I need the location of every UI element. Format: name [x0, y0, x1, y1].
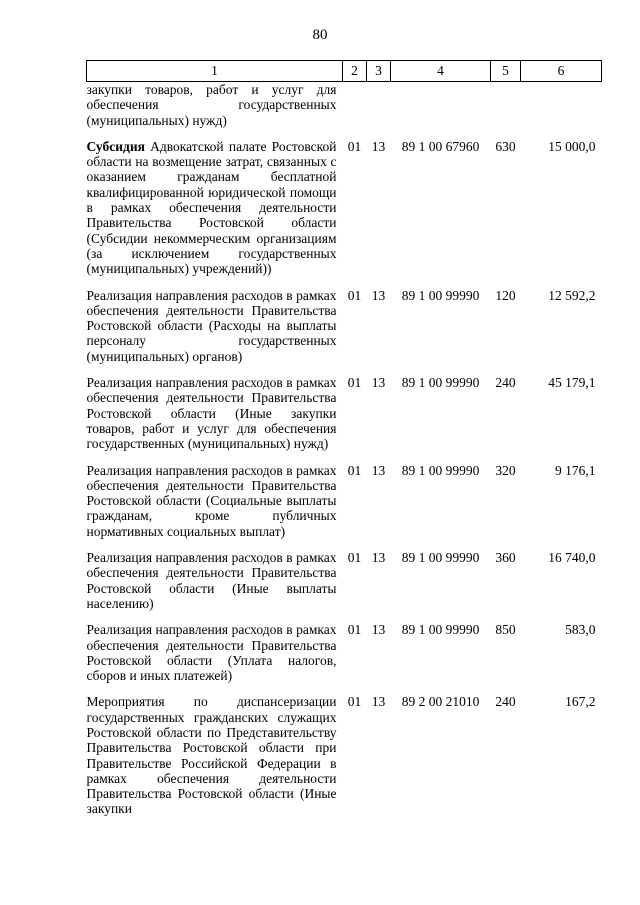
table-row: [87, 375, 602, 451]
row-amount: [521, 82, 602, 128]
row-description: Реализация направления расходов в рамках обеспечения деятельности Правительства Ростовской области (Иные выплаты населению): [86, 550, 337, 611]
header-col-6: 6: [521, 61, 602, 82]
table-header-row: [87, 61, 602, 82]
row-target-code: 89 1 00 99990: [401, 622, 480, 638]
row-subsection: 13: [371, 550, 386, 566]
table-row: [87, 694, 602, 816]
row-target-code: 89 1 00 99990: [401, 287, 480, 303]
header-col-2: 2: [343, 61, 367, 82]
table-row: [87, 82, 602, 128]
row-expense-type: 630: [495, 138, 516, 154]
row-target-code: 89 1 00 99990: [401, 462, 480, 478]
row-section: [343, 82, 367, 128]
row-expense-type: 850: [495, 622, 516, 638]
row-amount: 583,0: [565, 622, 596, 638]
row-section: 01: [347, 462, 362, 478]
row-description: Реализация направления расходов в рамках обеспечения деятельности Правительства Ростовской области (Социальные выплаты гражданам, кроме публичных нормативных социальных выплат): [86, 462, 337, 539]
table-row: [87, 288, 602, 364]
row-target-code: [391, 82, 491, 128]
row-target-code: 89 1 00 99990: [401, 550, 480, 566]
row-expense-type: [491, 82, 521, 128]
row-expense-type: 320: [495, 462, 516, 478]
budget-table: [86, 60, 602, 817]
row-section: 01: [347, 550, 362, 566]
row-description: закупки товаров, работ и услуг для обеспечения государственных (муниципальных) нужд): [86, 82, 337, 128]
row-expense-type: 240: [495, 375, 516, 391]
row-subsection: 13: [371, 138, 386, 154]
row-description-text: Адвокатской палате Ростовской области на возмещение затрат, связанных с оказанием гражданам бесплатной квалифицированной юридической помощи в рамках обеспечения деятельности Правительства Ростовской области (Субсидии некоммерческим организациям (за исключением государственных (муниципальных) учреждений)): [86, 138, 337, 277]
table-row: [87, 622, 602, 683]
row-amount: 45 179,1: [548, 375, 596, 391]
row-target-code: 89 1 00 99990: [401, 375, 480, 391]
row-description: Реализация направления расходов в рамках обеспечения деятельности Правительства Ростовской области (Расходы на выплаты персоналу государственных (муниципальных) органов): [86, 287, 337, 364]
row-lead-text: Субсидия: [86, 138, 145, 154]
row-section: 01: [347, 138, 362, 154]
row-section: 01: [347, 622, 362, 638]
row-subsection: 13: [371, 622, 386, 638]
page-number: 80: [312, 27, 328, 43]
row-subsection: 13: [371, 694, 386, 710]
row-subsection: 13: [371, 375, 386, 391]
row-description: Реализация направления расходов в рамках обеспечения деятельности Правительства Ростовской области (Иные закупки товаров, работ и услуг для обеспечения государственных (муниципальных) нужд): [86, 375, 337, 452]
row-section: 01: [347, 375, 362, 391]
row-subsection: [367, 82, 391, 128]
row-amount: 12 592,2: [548, 287, 596, 303]
row-amount: 9 176,1: [555, 462, 596, 478]
row-expense-type: 360: [495, 550, 516, 566]
row-subsection: 13: [371, 287, 386, 303]
row-description: Мероприятия по диспансеризации государственных гражданских служащих Ростовской области по Представительству Правительства Ростовской области при Правительстве Российской Федерации в рамках обеспечения деятельности Правительства Ростовской области (Иные закупки: [86, 694, 337, 817]
row-target-code: 89 1 00 67960: [401, 138, 480, 154]
row-subsection: 13: [371, 462, 386, 478]
row-description: Реализация направления расходов в рамках обеспечения деятельности Правительства Ростовской области (Уплата налогов, сборов и иных платежей): [86, 622, 337, 684]
row-expense-type: 240: [495, 694, 516, 710]
header-col-4: 4: [391, 61, 491, 82]
row-section: 01: [347, 694, 362, 710]
row-description: [87, 139, 343, 277]
row-amount: 15 000,0: [548, 138, 596, 154]
row-target-code: 89 2 00 21010: [401, 694, 480, 710]
row-amount: 167,2: [565, 694, 596, 710]
row-expense-type: 120: [495, 287, 516, 303]
table-row: [87, 139, 602, 277]
table-row: [87, 550, 602, 611]
header-col-3: 3: [367, 61, 391, 82]
row-amount: 16 740,0: [548, 550, 596, 566]
header-col-1: 1: [87, 61, 343, 82]
table-row: [87, 463, 602, 539]
header-col-5: 5: [491, 61, 521, 82]
row-section: 01: [347, 287, 362, 303]
